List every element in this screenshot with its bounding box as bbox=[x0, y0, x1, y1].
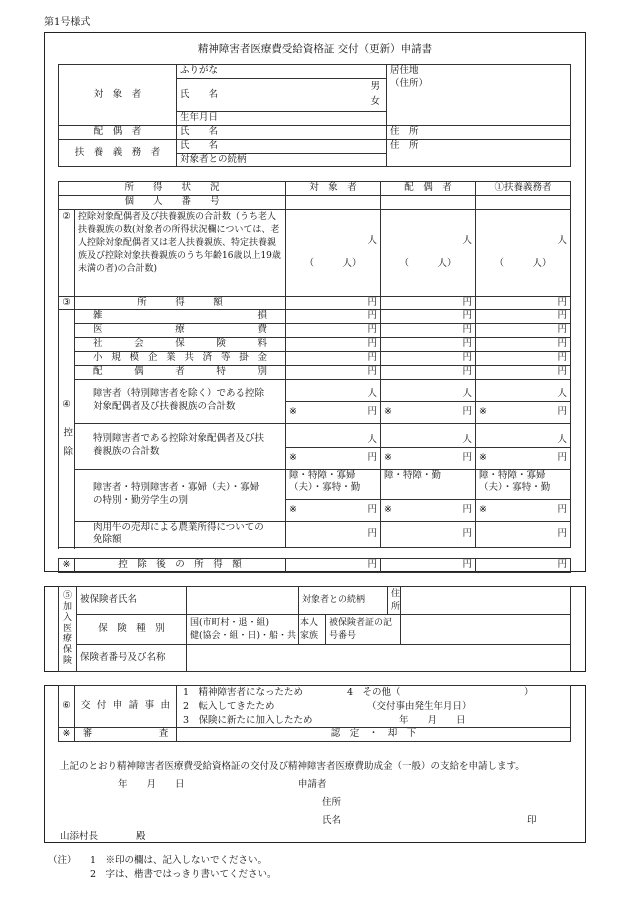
deduction-side-label bbox=[59, 310, 75, 548]
net-income-mark: ※ bbox=[59, 559, 75, 573]
individual-number-label: 個 人 番 号 bbox=[59, 195, 286, 209]
mark: ※ bbox=[384, 451, 392, 463]
net-income-table bbox=[58, 558, 571, 573]
deduction-label: 控 除 bbox=[61, 427, 73, 456]
residence-label: 居住地 bbox=[390, 65, 419, 76]
reason-date-note: （交付事由発生年月日） bbox=[367, 700, 472, 712]
unit-yen: 円 bbox=[557, 503, 568, 515]
spouse-name-label: 氏 名 bbox=[180, 125, 219, 137]
furigana-label: ふりがな bbox=[180, 65, 219, 77]
small-business-supporter[interactable]: 円 bbox=[476, 351, 571, 365]
supporter-address-label: 住 所 bbox=[390, 139, 419, 151]
row3-number: ③ bbox=[59, 296, 75, 310]
reason-option-4[interactable]: 4 その他（ ） bbox=[347, 687, 534, 698]
form-number: 第1号様式 bbox=[44, 17, 91, 28]
approval-field[interactable]: 認 定 ・ 却 下 bbox=[177, 728, 571, 742]
unit-yen: 円 bbox=[462, 405, 473, 417]
special-disabled-amount-supporter[interactable] bbox=[476, 447, 571, 469]
insurance-table bbox=[58, 586, 571, 672]
widow-category-label: 障害者・特別障害者・寡婦（夫）・寡婦の特別・勤労学生の別 bbox=[75, 469, 286, 521]
spouse-address-field[interactable] bbox=[387, 125, 571, 139]
medical-supporter[interactable]: 円 bbox=[476, 324, 571, 338]
reason-date[interactable]: 年 月 日 bbox=[399, 714, 466, 726]
special-disabled-label: 特別障害者である控除対象配偶者及び扶養親族の合計数 bbox=[75, 423, 286, 469]
cattle-exemption-label: 肉用牛の売却による農業所得についての免除額 bbox=[75, 521, 286, 548]
supporter-name-field[interactable] bbox=[177, 139, 387, 153]
net-income-subject[interactable]: 円 bbox=[286, 559, 381, 573]
disabled-dependents-label: 障害者（特別障害者を除く）である控除対象配偶者及び扶養親族の合計数 bbox=[75, 379, 286, 423]
casualty-supporter[interactable]: 円 bbox=[476, 310, 571, 324]
mark: ※ bbox=[289, 451, 297, 463]
review-label: 審 査 bbox=[75, 728, 177, 742]
deduction-casualty-label: 雑 損 bbox=[75, 310, 286, 324]
mark: ※ bbox=[289, 405, 297, 417]
review-mark: ※ bbox=[59, 728, 75, 742]
residence-field[interactable] bbox=[387, 65, 571, 126]
widow-supporter[interactable]: 障・特障・寡婦（夫）・寡特・勤 bbox=[476, 469, 571, 499]
individual-number-supporter[interactable] bbox=[476, 195, 571, 209]
income-header-label: 所 得 状 況 bbox=[59, 182, 286, 196]
unit-yen: 円 bbox=[367, 405, 378, 417]
widow-amount-supporter[interactable] bbox=[476, 499, 571, 521]
income-header-spouse: 配 偶 者 bbox=[381, 182, 476, 196]
income-header-supporter: ①扶養義務者 bbox=[476, 182, 571, 196]
cattle-subject[interactable]: 円 bbox=[286, 521, 381, 548]
small-business-spouse[interactable]: 円 bbox=[381, 351, 476, 365]
insurance-section-label: ⑤加入医療保険 bbox=[59, 587, 77, 672]
dependents-count-label: 控除対象配偶者及び扶養親族の合計数（うち老人扶養親族の数(対象者の所得状況欄については、老人控除対象配偶者又は老人扶養親族、特定扶養親族及び控除対象扶養親族のうち年齢16歳以上19歳未満の者)の合計数) bbox=[75, 209, 286, 296]
type-options-1: 国(市町村・退・組) bbox=[190, 618, 270, 629]
reason-table bbox=[58, 685, 571, 742]
disabled-count-supporter[interactable]: 人 bbox=[476, 379, 571, 401]
subject-name-label: 氏 名 bbox=[180, 88, 219, 100]
paren-person: （ 人） bbox=[399, 257, 457, 269]
supporter-name-label: 氏 名 bbox=[180, 139, 219, 151]
deduction-small-business-label: 小規模企業共済等掛金 bbox=[75, 351, 286, 365]
casualty-subject[interactable]: 円 bbox=[286, 310, 381, 324]
insured-name-label: 被保険者氏名 bbox=[77, 587, 187, 615]
applicant-name-label: 氏名 bbox=[322, 815, 342, 826]
spouse-address-label: 住 所 bbox=[390, 125, 419, 137]
unit-person: 人 bbox=[557, 234, 568, 246]
self-family-field[interactable]: 本人家族 bbox=[299, 615, 326, 645]
casualty-spouse[interactable]: 円 bbox=[381, 310, 476, 324]
insurer-number-field[interactable] bbox=[187, 645, 571, 672]
declaration-date[interactable]: 年 月 日 bbox=[118, 779, 185, 790]
insurance-address-field[interactable] bbox=[401, 587, 571, 615]
reason-option-1[interactable]: 1 精神障害者になったため bbox=[183, 687, 304, 698]
insured-code-label: 被保険者証の記号番号 bbox=[326, 615, 401, 645]
disabled-amount-spouse[interactable] bbox=[381, 401, 476, 423]
unit-yen: 円 bbox=[462, 503, 473, 515]
spouse-label: 配 偶 者 bbox=[59, 125, 177, 139]
reason-number: ⑥ bbox=[59, 686, 75, 728]
unit-yen: 円 bbox=[367, 451, 378, 463]
unit-yen: 円 bbox=[557, 451, 568, 463]
social-insurance-subject[interactable]: 円 bbox=[286, 338, 381, 352]
disabled-count-subject[interactable]: 人 bbox=[286, 379, 381, 401]
mark: ※ bbox=[289, 503, 297, 515]
reason-options[interactable] bbox=[177, 686, 571, 728]
dependents-spouse[interactable] bbox=[381, 209, 476, 296]
deduction-medical-label: 医 療 費 bbox=[75, 324, 286, 338]
dependents-subject[interactable] bbox=[286, 209, 381, 296]
insured-code-field[interactable] bbox=[401, 615, 571, 645]
special-disabled-count-supporter[interactable]: 人 bbox=[476, 423, 571, 447]
unit-person: 人 bbox=[462, 234, 473, 246]
medical-subject[interactable]: 円 bbox=[286, 324, 381, 338]
female-option[interactable]: 女 bbox=[370, 96, 380, 107]
declaration-text: 上記のとおり精神障害者医療費受給資格証の交付及び精神障害者医療費助成金（一般）の支給を申請します。 bbox=[60, 761, 525, 772]
special-disabled-amount-subject[interactable] bbox=[286, 447, 381, 469]
income-amount-spouse[interactable]: 円 bbox=[381, 296, 476, 310]
widow-subject[interactable]: 障・特障・寡婦（夫）・寡特・勤 bbox=[286, 469, 381, 499]
individual-number-subject[interactable] bbox=[286, 195, 381, 209]
disabled-amount-subject[interactable] bbox=[286, 401, 381, 423]
social-insurance-supporter[interactable]: 円 bbox=[476, 338, 571, 352]
widow-amount-spouse[interactable] bbox=[381, 499, 476, 521]
furigana-field[interactable] bbox=[177, 65, 387, 79]
special-disabled-count-subject[interactable]: 人 bbox=[286, 423, 381, 447]
type-options-2: 健(協会・組・日)・船・共 bbox=[190, 630, 297, 641]
addressee: 山添村長 殿 bbox=[60, 831, 146, 842]
residence-paren: （住所） bbox=[390, 77, 429, 89]
cattle-spouse[interactable]: 円 bbox=[381, 521, 476, 548]
insurance-type-label: 保 険 種 別 bbox=[77, 615, 187, 645]
insurance-type-options[interactable] bbox=[187, 615, 299, 645]
special-disabled-amount-spouse[interactable] bbox=[381, 447, 476, 469]
income-amount-supporter[interactable]: 円 bbox=[476, 296, 571, 310]
net-income-label: 控 除 後 の 所 得 額 bbox=[75, 559, 286, 573]
mark: ※ bbox=[479, 405, 487, 417]
dob-label: 生年月日 bbox=[180, 112, 219, 123]
paren-person: （ 人） bbox=[304, 257, 362, 269]
male-option[interactable]: 男 bbox=[370, 81, 380, 92]
widow-spouse[interactable]: 障・特障・勤 bbox=[381, 469, 476, 499]
spouse-special-spouse[interactable]: 円 bbox=[381, 365, 476, 379]
income-table bbox=[58, 181, 571, 548]
reason-option-3[interactable]: 3 保険に新たに加入したため bbox=[183, 714, 313, 726]
medical-spouse[interactable]: 円 bbox=[381, 324, 476, 338]
seal-mark: 印 bbox=[527, 815, 537, 826]
subject-label: 対 象 者 bbox=[59, 65, 177, 126]
supporter-relation-label: 対象者との続柄 bbox=[180, 153, 247, 165]
mark: ※ bbox=[384, 405, 392, 417]
spouse-special-subject[interactable]: 円 bbox=[286, 365, 381, 379]
mark: ※ bbox=[384, 503, 392, 515]
small-business-subject[interactable]: 円 bbox=[286, 351, 381, 365]
insured-name-field[interactable] bbox=[187, 587, 299, 615]
row2-number: ② bbox=[59, 209, 75, 296]
paren-person: （ 人） bbox=[494, 257, 552, 269]
mark: ※ bbox=[479, 451, 487, 463]
deduction-social-insurance-label: 社 会 保 険 料 bbox=[75, 338, 286, 352]
disabled-count-spouse[interactable]: 人 bbox=[381, 379, 476, 401]
subject-name-field[interactable] bbox=[177, 79, 387, 112]
disabled-amount-supporter[interactable] bbox=[476, 401, 571, 423]
income-header-subject: 対 象 者 bbox=[286, 182, 381, 196]
spouse-special-supporter[interactable]: 円 bbox=[476, 365, 571, 379]
social-insurance-spouse[interactable]: 円 bbox=[381, 338, 476, 352]
insurance-address-label: 住 所 bbox=[388, 587, 401, 615]
cattle-supporter[interactable]: 円 bbox=[476, 521, 571, 548]
applicant-address-label: 住所 bbox=[322, 797, 342, 808]
unit-yen: 円 bbox=[557, 405, 568, 417]
income-amount-label: 所 得 額 bbox=[75, 296, 286, 310]
applicant-label: 申請者 bbox=[298, 779, 327, 790]
widow-amount-subject[interactable] bbox=[286, 499, 381, 521]
applicant-table bbox=[58, 64, 571, 167]
dob-field[interactable] bbox=[177, 112, 387, 126]
note-1: 1 ※印の欄は、記入しないでください。 bbox=[90, 855, 268, 866]
note-2: 2 字は、楷書ではっきり書いてください。 bbox=[90, 869, 277, 880]
income-amount-subject[interactable]: 円 bbox=[286, 296, 381, 310]
special-disabled-count-spouse[interactable]: 人 bbox=[381, 423, 476, 447]
reason-label: 交付申請事由 bbox=[75, 686, 177, 728]
unit-person: 人 bbox=[367, 234, 378, 246]
relation-label: 対象者との続柄 bbox=[299, 587, 388, 615]
unit-yen: 円 bbox=[462, 451, 473, 463]
reason-option-2[interactable]: 2 転入してきたため bbox=[183, 700, 275, 712]
supporter-address-field[interactable] bbox=[387, 139, 571, 167]
net-income-spouse[interactable]: 円 bbox=[381, 559, 476, 573]
unit-yen: 円 bbox=[367, 503, 378, 515]
dependents-supporter[interactable] bbox=[476, 209, 571, 296]
form-title: 精神障害者医療費受給資格証 交付（更新）申請書 bbox=[197, 43, 433, 55]
deduction-spouse-special-label: 配 偶 者 特 別 bbox=[75, 365, 286, 379]
spouse-name-field[interactable] bbox=[177, 125, 387, 139]
net-income-supporter[interactable]: 円 bbox=[476, 559, 571, 573]
supporter-relation-field[interactable] bbox=[177, 153, 387, 167]
insurer-number-label: 保険者番号及び名称 bbox=[77, 645, 187, 672]
individual-number-spouse[interactable] bbox=[381, 195, 476, 209]
deduction-number: ④ bbox=[62, 398, 71, 410]
notes-label: （注） bbox=[48, 855, 77, 866]
supporter-label: 扶 養 義 務 者 bbox=[59, 139, 177, 167]
mark: ※ bbox=[479, 503, 487, 515]
